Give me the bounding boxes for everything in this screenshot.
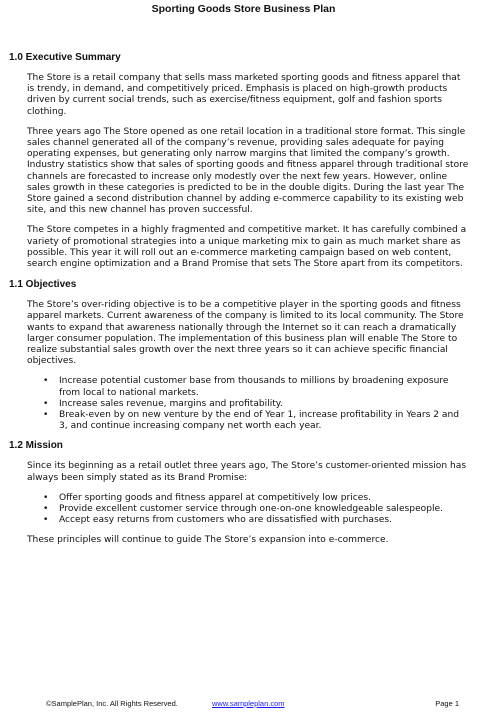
list-item xyxy=(43,504,459,515)
bullet-icon: • xyxy=(43,398,49,409)
section-executive-summary xyxy=(9,52,477,270)
page-footer xyxy=(0,699,487,711)
footer-copyright: ©SamplePlan, Inc. All Rights Reserved. xyxy=(46,699,178,708)
list-item xyxy=(43,410,460,432)
bullet-list xyxy=(9,376,477,432)
document-title: Sporting Goods Store Business Plan xyxy=(151,3,336,15)
footer-website-link[interactable]: www.sampleplan.com xyxy=(212,699,285,708)
section-heading: 1.2 Mission xyxy=(9,440,63,452)
bullet-icon: • xyxy=(43,504,49,515)
paragraph: Three years ago The Store opened as one retail location in a traditional store format. This single sales channel generated all of the company’s revenue, providing sales adequate for paying operating expenses, but generating only narrow margins that limited the company’s growth. Industry statistics show that sales of sporting goods and fitness apparel through traditional store channels are forecasted to increase only modestly over the next few years. However, online sales growth in these categories is predicted to be in the double digits. During the last year The Store gained a second distribution channel by adding e-commerce capability to its existing web site, and this new channel has proven successful. xyxy=(27,126,469,216)
bullet-list xyxy=(9,493,477,527)
page-number: Page 1 xyxy=(435,699,459,708)
list-item xyxy=(43,515,459,526)
section-heading: 1.0 Executive Summary xyxy=(9,52,121,63)
bullet-icon: • xyxy=(43,410,49,421)
paragraph: The Store’s over-riding objective is to be a competitive player in the sporting goods and fitness apparel markets. Current awareness of the company is limited to its local community. The Store wants to expand that awareness nationally through the Internet so it can reach a dramatically larger consumer population. The implementation of this business plan will enable The Store to realize substantial sales growth over the next three years so it can achieve specific financial objectives. xyxy=(27,300,464,367)
list-item xyxy=(43,492,459,504)
section-mission xyxy=(9,440,477,545)
list-item-text: Increase potential customer base from thousands to millions by broadening exposure from local to national markets. xyxy=(59,376,449,398)
paragraph: Since its beginning as a retail outlet three years ago, The Store’s customer-oriented mission has always been simply stated as its Brand Promise: xyxy=(27,461,467,483)
paragraph: The Store is a retail company that sells mass marketed sporting goods and fitness apparel that is trendy, in demand, and competitively priced. Emphasis is placed on high-growth products driven by current social trends, such as exercise/fitness equipment, golf and fashion sports clothing. xyxy=(27,73,461,117)
section-objectives xyxy=(9,279,477,432)
closing-paragraph: These principles will continue to guide The Store’s expansion into e-commerce. xyxy=(27,534,389,545)
section-heading: 1.1 Objectives xyxy=(9,279,77,291)
bullet-icon: • xyxy=(43,376,49,387)
list-item-text: Provide excellent customer service through one-on-one knowledgeable salespeople. xyxy=(59,504,444,515)
bullet-icon: • xyxy=(43,515,49,526)
list-item-text: Increase sales revenue, margins and profitability. xyxy=(59,398,283,409)
list-item xyxy=(43,398,459,410)
list-item-text: Break-even by on new venture by the end of Year 1, increase profitability in Years 2 and 3, and continue increasing company net worth each year. xyxy=(59,410,460,432)
document-body xyxy=(9,52,477,555)
list-item-text: Offer sporting goods and fitness apparel at competitively low prices. xyxy=(59,492,371,503)
paragraph: The Store competes in a highly fragmented and competitive market. It has carefully combined a variety of promotional strategies into a unique marketing mix to gain as much market share as possible. This year it will roll out an e-commerce marketing campaign based on web content, search engine optimization and a Brand Promise that sets The Store apart from its competitors. xyxy=(27,225,467,270)
list-item-text: Accept easy returns from customers who are dissatisfied with purchases. xyxy=(59,515,392,526)
list-item xyxy=(43,376,459,398)
bullet-icon: • xyxy=(43,492,49,503)
